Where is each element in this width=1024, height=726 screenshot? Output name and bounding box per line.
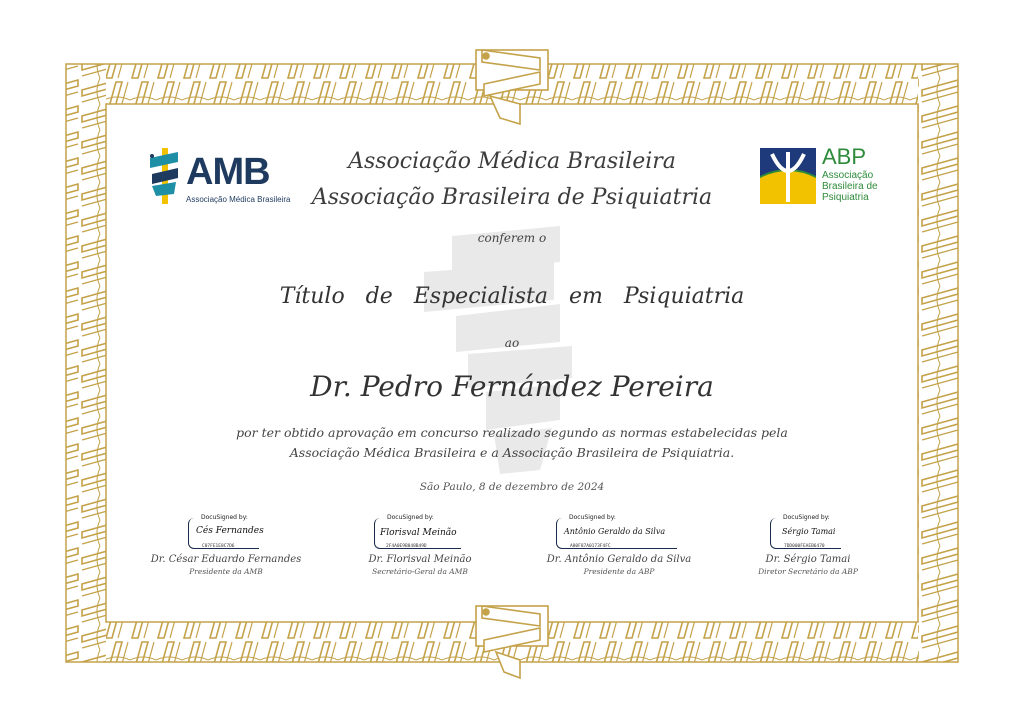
signature-block [713,514,903,576]
header-line-2: Associação Brasileira de Psiquiatria [311,185,713,210]
signature-scribble: Antônio Geraldo da Silva [564,527,666,536]
signature-block [524,514,714,576]
abp-line1: Associação [822,170,874,181]
docusign-stamp [768,514,848,550]
docusign-code: 7DD000FEAEB6470 [784,544,825,549]
reason-line-1: por ter obtido aprovação em concurso realizado segundo as normas estabelecidas pela [236,425,788,440]
signature-scribble: Sérgio Tamai [782,527,836,536]
docusign-label: DocuSigned by: [569,514,616,521]
signature-block [325,514,515,576]
header-line-1: Associação Médica Brasileira [348,149,676,174]
signature-block [131,514,321,576]
signer-role: Diretor Secretário da ABP [758,567,858,576]
docusign-label: DocuSigned by: [201,514,248,521]
docusign-stamp [186,514,266,550]
reason-line-2: Associação Médica Brasileira e a Associação Brasileira de Psiquiatria. [289,445,735,460]
signer-name: Dr. Sérgio Tamai [765,554,851,565]
certificate-title: Título de Especialista em Psiquiatria [279,284,745,309]
abp-wordmark: ABP [822,144,867,169]
docusign-code: A80F87A0173F4FC [570,544,611,549]
signer-name: Dr. César Eduardo Fernandes [150,554,302,565]
docusign-label: DocuSigned by: [387,514,434,521]
conferem-text: conferem o [477,231,547,245]
signer-name: Dr. Florisval Meinão [368,554,472,565]
amb-subtitle: Associação Médica Brasileira [186,195,291,204]
docusign-code: C07FE1E8C7D6 [202,544,235,549]
signer-role: Secretário-Geral da AMB [372,567,468,576]
signer-role: Presidente da AMB [189,567,263,576]
docusign-stamp [372,514,468,550]
signer-name: Dr. Antônio Geraldo da Silva [546,554,692,565]
bottom-emblem [476,606,548,678]
recipient-name: Dr. Pedro Fernández Pereira [310,370,714,403]
signature-scribble: Cés Fernandes [196,526,264,536]
abp-line2: Brasileira de [822,181,878,192]
signer-role: Presidente da ABP [583,567,655,576]
docusign-code: 2F4A0E9B848B49D [386,544,427,549]
signature-scribble: Florisval Meinão [380,528,457,538]
ao-text: ao [504,336,520,350]
amb-wordmark: AMB [186,151,270,193]
issue-date: São Paulo, 8 de dezembro de 2024 [419,481,605,493]
docusign-label: DocuSigned by: [783,514,830,521]
docusign-stamp [554,514,684,550]
abp-line3: Psiquiatria [822,192,869,203]
